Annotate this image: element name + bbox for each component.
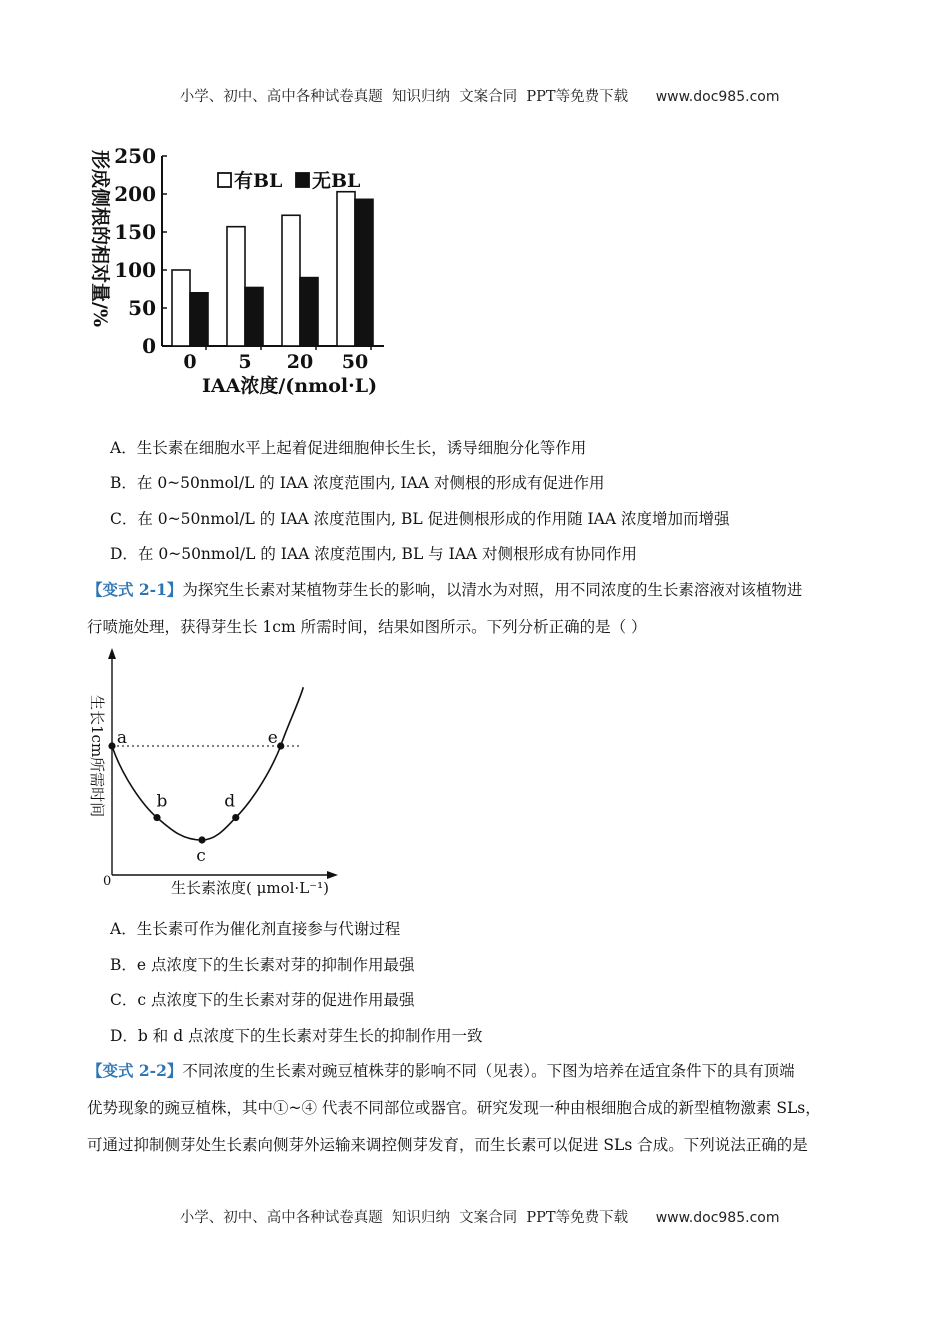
q1-option-a: A．生长素在细胞水平上起着促进细胞伸长生长，诱导细胞分化等作用 bbox=[110, 439, 587, 457]
bar-without-bl bbox=[190, 293, 208, 346]
chart1-x-tick-label: 20 bbox=[286, 351, 314, 373]
chart1-y-tick-label: 150 bbox=[114, 220, 156, 244]
chart2-point-label-d: d bbox=[224, 791, 236, 812]
chart1-x-tick-label: 50 bbox=[341, 351, 369, 373]
legend-label-with-bl: 有BL bbox=[234, 170, 283, 192]
chart2-point-c bbox=[198, 836, 205, 843]
chart1-y-tick-label: 200 bbox=[114, 182, 156, 206]
q2-text1: 为探究生长素对某植物芽生长的影响，以清水为对照，用不同浓度的生长素溶液对该植物进 bbox=[182, 581, 803, 599]
chart2-point-d bbox=[232, 814, 239, 821]
chart1-x-tick-label: 0 bbox=[183, 351, 197, 373]
q2-option-b: B．e 点浓度下的生长素对芽的抑制作用最强 bbox=[110, 956, 415, 974]
q2-option-d: D．b 和 d 点浓度下的生长素对芽生长的抑制作用一致 bbox=[110, 1027, 483, 1045]
chart1-y-tick-label: 0 bbox=[142, 334, 156, 358]
chart2-x-arrow bbox=[327, 871, 338, 879]
header-site: www.doc985.com bbox=[655, 89, 780, 105]
q1-option-c: C．在 0~50nmol/L 的 IAA 浓度范围内, BL 促进侧根形成的作用随 IAA 浓度增加而增强 bbox=[110, 510, 730, 528]
chart1-y-tick-label: 250 bbox=[114, 144, 156, 168]
q2-line1 bbox=[87, 578, 867, 600]
chart2-point-label-b: b bbox=[156, 791, 168, 812]
chart2-origin: 0 bbox=[103, 874, 112, 889]
q2-tag: 【变式 2-1】 bbox=[87, 580, 183, 599]
bar-without-bl bbox=[300, 278, 318, 346]
footer-site: www.doc985.com bbox=[655, 1210, 780, 1226]
chart2-point-e bbox=[277, 742, 284, 749]
chart2-xlabel: 生长素浓度( μmol·L⁻¹) bbox=[171, 879, 329, 897]
bar-with-bl bbox=[227, 227, 245, 346]
page-header bbox=[0, 69, 950, 106]
chart1-ylabel: 形成侧根的相对量/% bbox=[89, 150, 111, 327]
chart1-y-tick-label: 50 bbox=[128, 296, 156, 320]
bar-chart bbox=[82, 140, 412, 400]
chart2-point-a bbox=[108, 742, 115, 749]
chart1-y-tick-label: 100 bbox=[114, 258, 156, 282]
chart1-xlabel: IAA浓度/(nmol·L) bbox=[202, 375, 378, 397]
q2-option-a: A．生长素可作为催化剂直接参与代谢过程 bbox=[110, 920, 401, 938]
footer-text: 小学、初中、高中各种试卷真题 知识归纳 文案合同 PPT等免费下载 bbox=[179, 1210, 629, 1226]
chart2-curve bbox=[112, 687, 303, 840]
chart2-ylabel: 生长1cm所需时间 bbox=[88, 695, 106, 818]
bar-without-bl bbox=[355, 199, 373, 346]
chart2-point-b bbox=[153, 814, 160, 821]
chart2-y-arrow bbox=[108, 648, 116, 659]
q3-tag: 【变式 2-2】 bbox=[87, 1061, 183, 1080]
bar-with-bl bbox=[172, 270, 190, 346]
bar-with-bl bbox=[337, 192, 355, 346]
page-footer bbox=[0, 1190, 950, 1227]
q1-option-b: B．在 0~50nmol/L 的 IAA 浓度范围内, IAA 对侧根的形成有促进作用 bbox=[110, 474, 605, 492]
q2-option-c: C．c 点浓度下的生长素对芽的促进作用最强 bbox=[110, 991, 415, 1009]
chart2-point-label-a: a bbox=[116, 728, 128, 748]
bar-with-bl bbox=[282, 215, 300, 346]
legend-swatch-with-bl bbox=[218, 173, 231, 187]
q3-line2: 优势现象的豌豆植株，其中①~④ 代表不同部位或器官。研究发现一种由根细胞合成的新型植物激素 SLs， bbox=[87, 1099, 821, 1117]
q1-option-d: D．在 0~50nmol/L 的 IAA 浓度范围内, BL 与 IAA 对侧根形成有协同作用 bbox=[110, 545, 638, 563]
bar-without-bl bbox=[245, 287, 263, 346]
chart2-point-label-c: c bbox=[196, 846, 206, 866]
q3-line3: 可通过抑制侧芽处生长素向侧芽外运输来调控侧芽发育，而生长素可以促进 SLs 合成。下列说法正确的是 bbox=[87, 1136, 808, 1154]
legend-swatch-without-bl bbox=[296, 173, 309, 187]
q3-line1 bbox=[87, 1059, 867, 1081]
q3-text1: 不同浓度的生长素对豌豆植株芽的影响不同（见表）。下图为培养在适宜条件下的具有顶端 bbox=[182, 1062, 795, 1080]
q2-line2: 行喷施处理，获得芽生长 1cm 所需时间，结果如图所示。下列分析正确的是（ ） bbox=[87, 618, 647, 636]
header-text: 小学、初中、高中各种试卷真题 知识归纳 文案合同 PPT等免费下载 bbox=[179, 89, 629, 105]
curve-chart bbox=[85, 645, 345, 905]
chart1-x-tick-label: 5 bbox=[238, 351, 252, 373]
chart2-point-label-e: e bbox=[267, 728, 278, 748]
legend-label-without-bl: 无BL bbox=[312, 170, 361, 192]
